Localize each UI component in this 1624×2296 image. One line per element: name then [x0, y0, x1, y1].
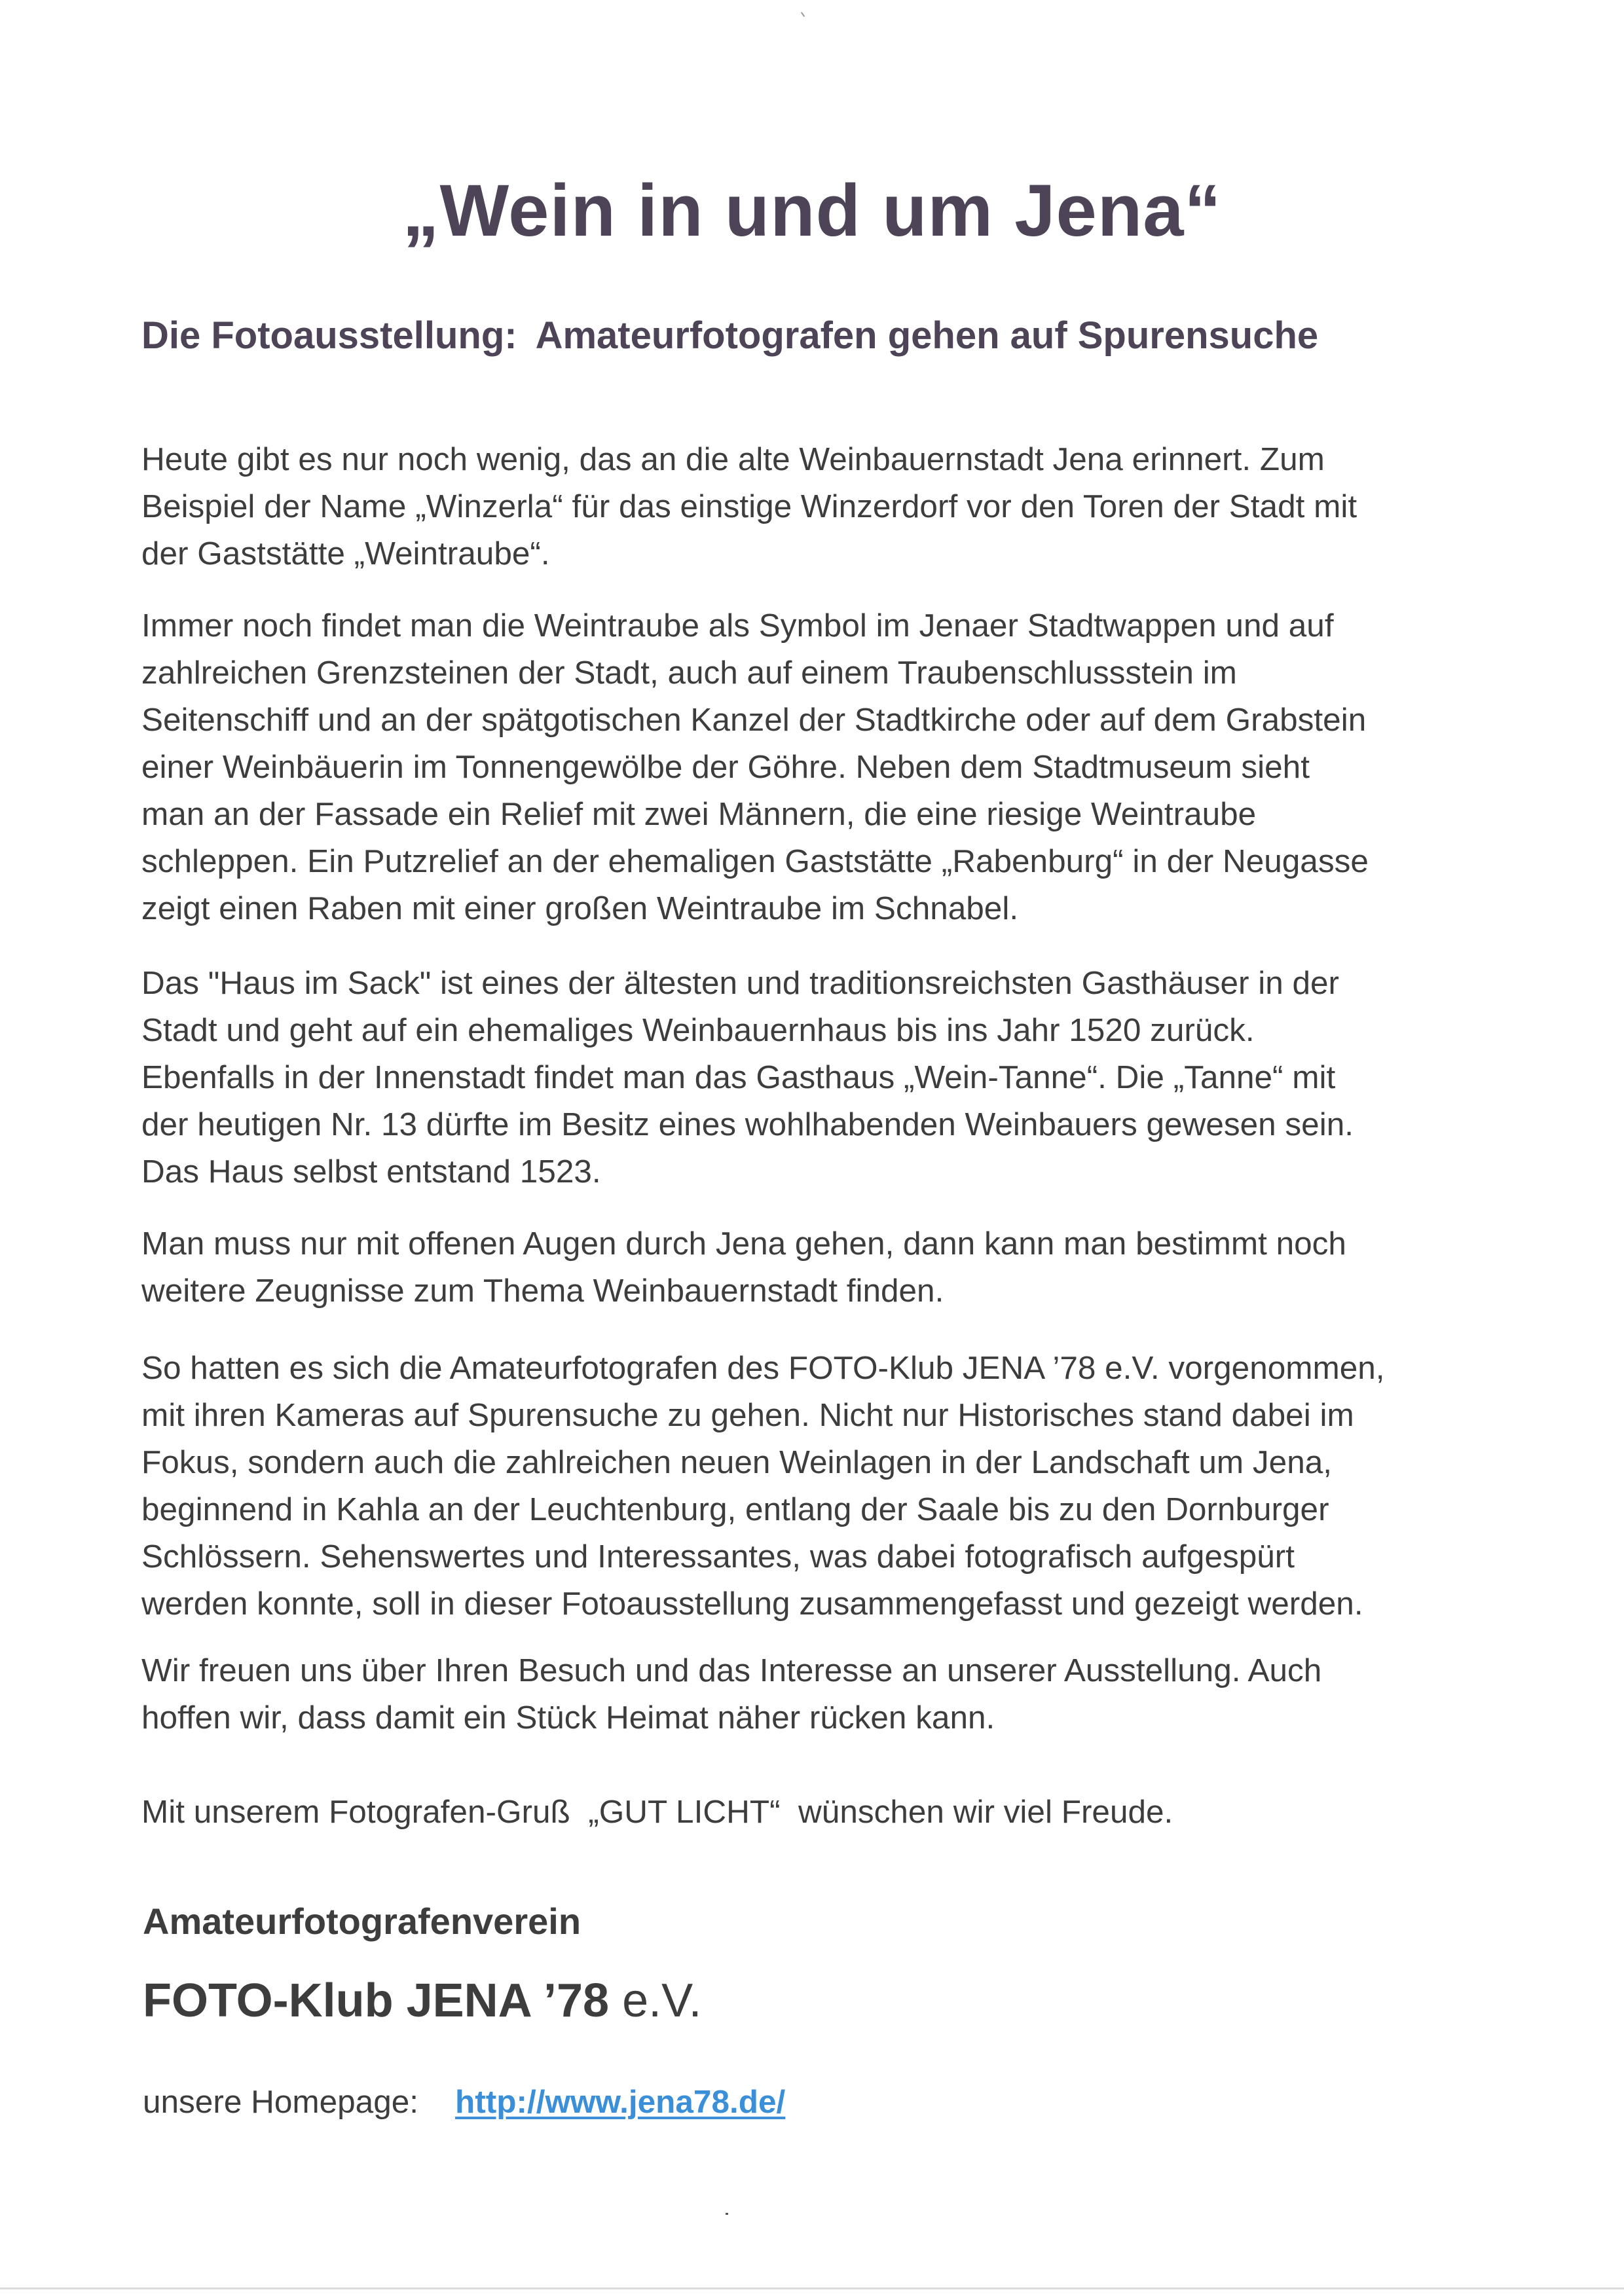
text-line: werden konnte, soll in dieser Fotoausstellung zusammengefasst und gezeigt werden. [141, 1586, 1363, 1622]
text-line: der heutigen Nr. 13 dürfte im Besitz eines wohlhabenden Weinbauers gewesen sein. [141, 1106, 1354, 1142]
text-line: Wir freuen uns über Ihren Besuch und das Interesse an unserer Ausstellung. Auch [141, 1652, 1322, 1688]
text-line: Heute gibt es nur noch wenig, das an die alte Weinbauernstadt Jena erinnert. Zum [141, 441, 1325, 477]
paragraph-houses [141, 960, 1490, 1195]
scan-speck [726, 2213, 728, 2215]
page-title: „Wein in und um Jena“ [402, 170, 1222, 251]
text-line: Schlössern. Sehenswertes und Interessantes, was dabei fotografisch aufgespürt [141, 1539, 1295, 1575]
organization-name [143, 1974, 702, 2028]
scan-speck [801, 12, 805, 17]
text-line: weitere Zeugnisse zum Thema Weinbauernstadt finden. [141, 1273, 944, 1309]
homepage-label: unsere Homepage: [143, 2084, 419, 2120]
organization-name-main: FOTO-Klub JENA ’78 [143, 1975, 610, 2027]
paragraph-greeting [141, 1789, 1490, 1836]
paragraph-welcome [141, 1647, 1490, 1741]
text-line: hoffen wir, dass damit ein Stück Heimat näher rücken kann. [141, 1700, 995, 1736]
text-line: Das "Haus im Sack" ist eines der ältesten und traditionsreichsten Gasthäuser in der [141, 965, 1340, 1001]
subtitle-part-1: Die Fotoausstellung: [141, 314, 517, 357]
text-line: So hatten es sich die Amateurfotografen des FOTO-Klub JENA ’78 e.V. vorgenommen, [141, 1350, 1385, 1386]
scan-edge [0, 2287, 1624, 2289]
organization-name-suffix: e.V. [609, 1975, 702, 2027]
paragraph-intro [141, 436, 1490, 577]
text-line: zahlreichen Grenzsteinen der Stadt, auch auf einem Traubenschlussstein im [141, 655, 1237, 691]
paragraph-symbols [141, 602, 1490, 932]
text-line: Man muss nur mit offenen Augen durch Jena gehen, dann kann man bestimmt noch [141, 1226, 1346, 1262]
text-line: der Gaststätte „Weintraube“. [141, 536, 550, 572]
homepage-link[interactable]: http://www.jena78.de/ [455, 2084, 786, 2120]
subtitle-part-2: Amateurfotografen gehen auf Spurensuche [535, 314, 1319, 357]
text-line: Mit unserem Fotografen-Gruß „GUT LICHT“ wünschen wir viel Freude. [141, 1794, 1173, 1830]
paragraph-photographers [141, 1345, 1490, 1628]
text-line: mit ihren Kameras auf Spurensuche zu gehen. Nicht nur Historisches stand dabei im [141, 1397, 1354, 1433]
text-line: schleppen. Ein Putzrelief an der ehemaligen Gaststätte „Rabenburg“ in der Neugasse [141, 843, 1369, 879]
text-line: Beispiel der Name „Winzerla“ für das einstige Winzerdorf vor den Toren der Stadt mit [141, 488, 1357, 524]
text-line: beginnend in Kahla an der Leuchtenburg, entlang der Saale bis zu den Dornburger [141, 1491, 1329, 1527]
page-subtitle [141, 313, 1318, 359]
homepage-row [143, 2083, 785, 2121]
paragraph-eyes-open [141, 1220, 1490, 1315]
text-line: zeigt einen Raben mit einer großen Weintraube im Schnabel. [141, 890, 1019, 926]
text-line: einer Weinbäuerin im Tonnengewölbe der Göhre. Neben dem Stadtmuseum sieht [141, 749, 1310, 785]
text-line: Immer noch findet man die Weintraube als Symbol im Jenaer Stadtwappen und auf [141, 608, 1334, 644]
text-line: Das Haus selbst entstand 1523. [141, 1154, 601, 1190]
organization-label: Amateurfotografenverein [143, 1901, 581, 1942]
text-line: Stadt und geht auf ein ehemaliges Weinbauernhaus bis ins Jahr 1520 zurück. [141, 1012, 1255, 1048]
text-line: Ebenfalls in der Innenstadt findet man das Gasthaus „Wein-Tanne“. Die „Tanne“ mit [141, 1059, 1336, 1095]
text-line: Fokus, sondern auch die zahlreichen neuen Weinlagen in der Landschaft um Jena, [141, 1444, 1333, 1480]
text-line: Seitenschiff und an der spätgotischen Kanzel der Stadtkirche oder auf dem Grabstein [141, 702, 1367, 738]
text-line: man an der Fassade ein Relief mit zwei Männern, die eine riesige Weintraube [141, 796, 1257, 832]
